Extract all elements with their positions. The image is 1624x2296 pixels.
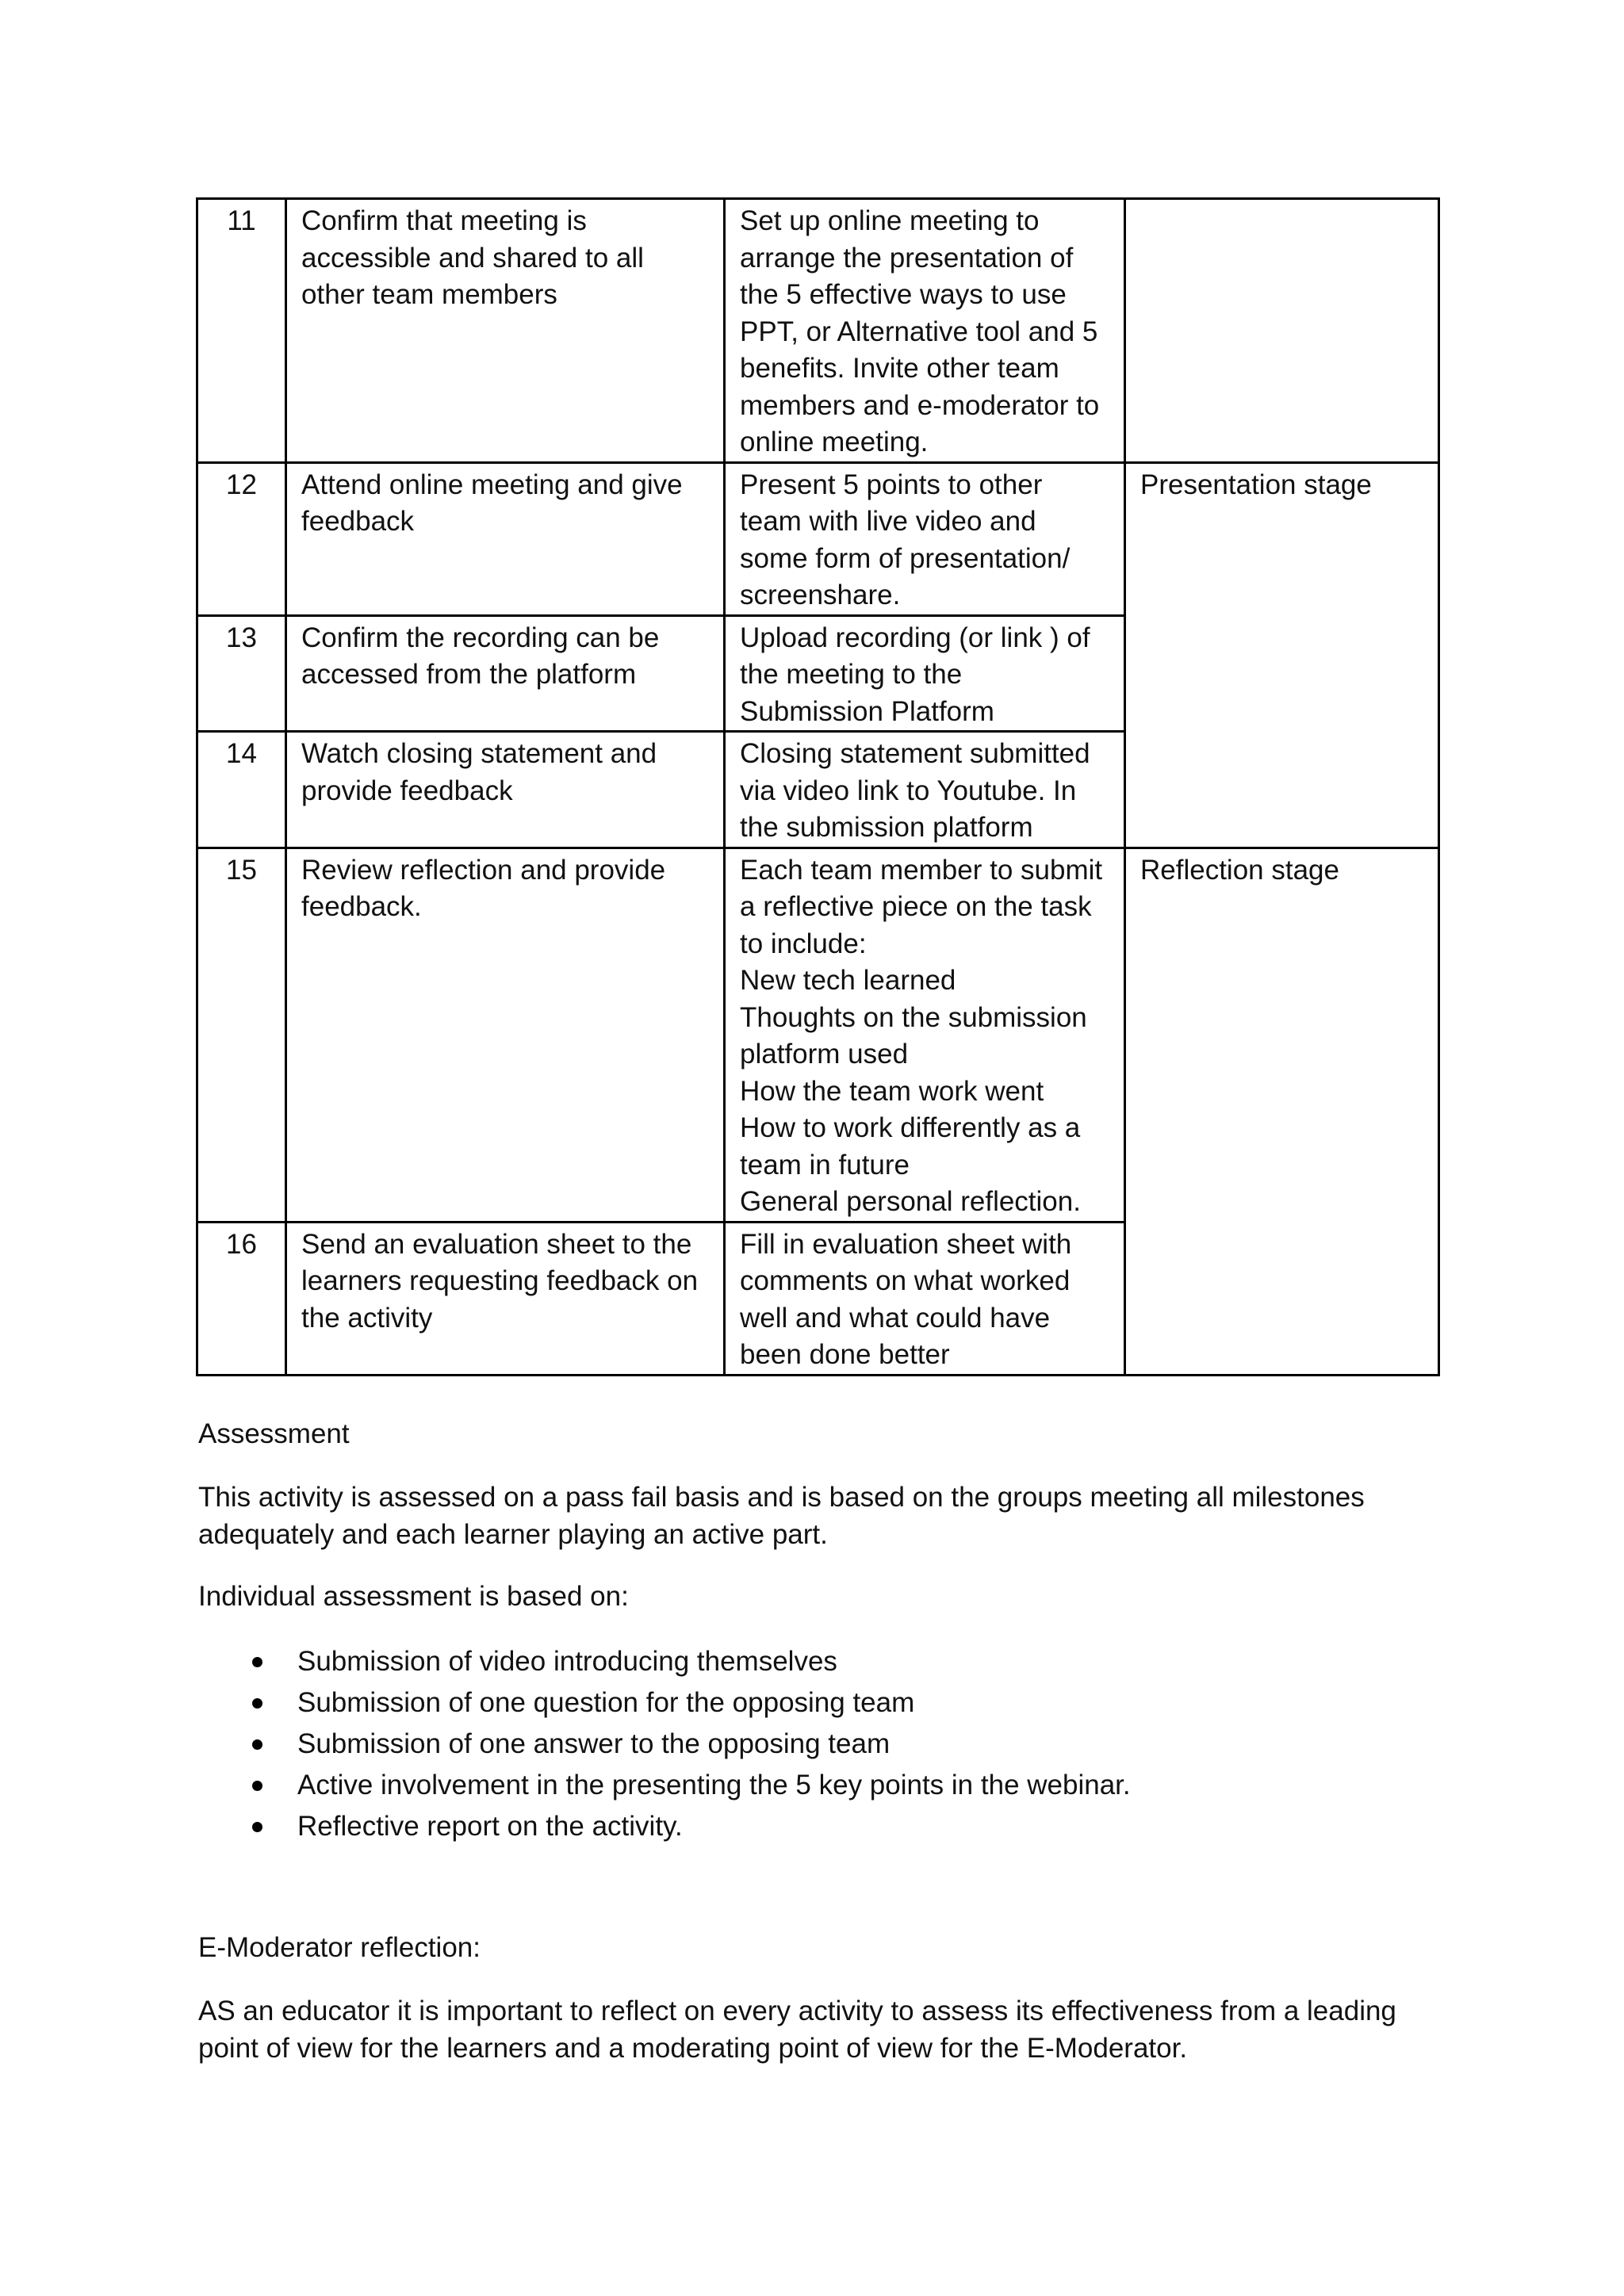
list-item	[198, 1806, 1131, 1847]
cell-line: via video link to Youtube. In	[740, 775, 1077, 806]
list-item-text: Submission of one question for the opposing team	[297, 1687, 915, 1718]
cell-line: Review reflection and provide	[301, 854, 666, 886]
cell-line: Thoughts on the submission	[740, 1001, 1087, 1033]
reflection-body	[198, 1992, 1467, 2067]
list-item	[198, 1765, 1131, 1806]
emoderator-task-cell	[286, 199, 725, 463]
list-item	[198, 1724, 1131, 1765]
cell-line: well and what could have	[740, 1302, 1051, 1334]
stage-cell	[1125, 462, 1439, 848]
assessment-intro	[198, 1479, 1467, 1553]
assessment-bullet-list	[198, 1641, 1131, 1847]
cell-line: Each team member to submit	[740, 854, 1103, 886]
list-item-text: Active involvement in the presenting the 5 key points in the webinar.	[297, 1770, 1131, 1800]
emoderator-task-cell	[286, 848, 725, 1222]
cell-line: a reflective piece on the task	[740, 891, 1092, 922]
table-row	[197, 462, 1439, 615]
emoderator-task-cell	[286, 732, 725, 848]
bullet-icon	[252, 1698, 262, 1709]
cell-line: PPT, or Alternative tool and 5	[740, 316, 1098, 347]
cell-line: been done better	[740, 1339, 950, 1370]
stage-cell	[1125, 199, 1439, 463]
cell-line: online meeting.	[740, 427, 929, 457]
row-number-cell	[197, 1222, 286, 1375]
row-number: 13	[226, 622, 257, 653]
bullet-icon	[252, 1739, 262, 1750]
cell-line: General personal reflection.	[740, 1186, 1081, 1217]
heading-text: E-Moderator reflection:	[198, 1932, 481, 1963]
cell-line: Set up online meeting to	[740, 205, 1040, 236]
learner-task-cell	[725, 615, 1125, 732]
assessment-heading	[198, 1415, 1467, 1452]
cell-line: arrange the presentation of	[740, 242, 1074, 274]
row-number-cell	[197, 615, 286, 732]
row-number-cell	[197, 732, 286, 848]
row-number: 12	[226, 469, 257, 500]
cell-line: Confirm the recording can be	[301, 622, 660, 653]
row-number-cell	[197, 462, 286, 615]
cell-line: Fill in evaluation sheet with	[740, 1228, 1072, 1260]
cell-line: New tech learned	[740, 965, 956, 996]
row-number: 14	[226, 738, 257, 769]
reflection-heading	[198, 1929, 1467, 1966]
paragraph-line: AS an educator it is important to reflect on every activity to assess its effectiveness from a leading	[198, 1996, 1396, 2026]
cell-line: Confirm that meeting is	[301, 205, 587, 236]
cell-line: learners requesting feedback on	[301, 1265, 699, 1296]
cell-line: the activity	[301, 1302, 433, 1334]
cell-line: Send an evaluation sheet to the	[301, 1228, 692, 1260]
cell-line: the 5 effective ways to use	[740, 279, 1067, 310]
list-item-text: Submission of video introducing themselves	[297, 1646, 837, 1677]
row-number: 11	[227, 205, 256, 236]
cell-line: Watch closing statement and	[301, 738, 657, 769]
cell-line: the meeting to the	[740, 659, 963, 690]
cell-line: team with live video and	[740, 506, 1036, 537]
cell-line: How the team work went	[740, 1075, 1044, 1107]
row-number-cell	[197, 848, 286, 1222]
cell-line: provide feedback	[301, 775, 513, 806]
cell-line: platform used	[740, 1039, 909, 1070]
cell-line: Attend online meeting and give	[301, 469, 683, 500]
bullet-icon	[252, 1781, 262, 1791]
learner-task-cell	[725, 199, 1125, 463]
cell-line: other team members	[301, 279, 557, 310]
activity-table	[196, 197, 1440, 1376]
cell-line: to include:	[740, 928, 867, 959]
cell-line: Present 5 points to other	[740, 469, 1043, 500]
list-item	[198, 1641, 1131, 1682]
row-number: 15	[226, 854, 257, 886]
list-item	[198, 1682, 1131, 1724]
cell-line: screenshare.	[740, 580, 901, 610]
cell-line: benefits. Invite other team	[740, 353, 1059, 384]
cell-line: Submission Platform	[740, 695, 994, 727]
cell-line: accessible and shared to all	[301, 242, 644, 274]
stage-label: Reflection stage	[1140, 854, 1339, 886]
table-row	[197, 199, 1439, 463]
learner-task-cell	[725, 1222, 1125, 1375]
row-number-cell	[197, 199, 286, 463]
bullet-icon	[252, 1822, 262, 1832]
paragraph-line: This activity is assessed on a pass fail basis and is based on the groups meeting all milestones	[198, 1482, 1365, 1513]
cell-line: Closing statement submitted	[740, 738, 1090, 769]
emoderator-task-cell	[286, 615, 725, 732]
emoderator-task-cell	[286, 1222, 725, 1375]
emoderator-task-cell	[286, 462, 725, 615]
learner-task-cell	[725, 732, 1125, 848]
cell-line: accessed from the platform	[301, 659, 637, 690]
row-number: 16	[226, 1228, 257, 1260]
paragraph-line: adequately and each learner playing an active part.	[198, 1519, 828, 1550]
cell-line: team in future	[740, 1149, 910, 1181]
individual-assessment-label	[198, 1578, 1467, 1615]
list-item-text: Reflective report on the activity.	[297, 1811, 683, 1842]
learner-task-cell	[725, 848, 1125, 1222]
heading-text: Assessment	[198, 1418, 350, 1449]
cell-line: How to work differently as a	[740, 1112, 1081, 1143]
cell-line: the submission platform	[740, 812, 1033, 843]
paragraph-line: point of view for the learners and a moderating point of view for the E-Moderator.	[198, 2033, 1188, 2064]
cell-line: some form of presentation/	[740, 542, 1071, 574]
cell-line: feedback.	[301, 891, 422, 922]
bullet-icon	[252, 1657, 262, 1667]
table-row	[197, 848, 1439, 1222]
cell-line: Upload recording (or link ) of	[740, 622, 1090, 653]
cell-line: feedback	[301, 506, 415, 537]
cell-line: members and e-moderator to	[740, 389, 1100, 421]
paragraph-line: Individual assessment is based on:	[198, 1581, 629, 1612]
list-item-text: Submission of one answer to the opposing team	[297, 1728, 891, 1759]
cell-line: comments on what worked	[740, 1265, 1071, 1296]
stage-label: Presentation stage	[1140, 469, 1372, 500]
stage-cell	[1125, 848, 1439, 1375]
learner-task-cell	[725, 462, 1125, 615]
